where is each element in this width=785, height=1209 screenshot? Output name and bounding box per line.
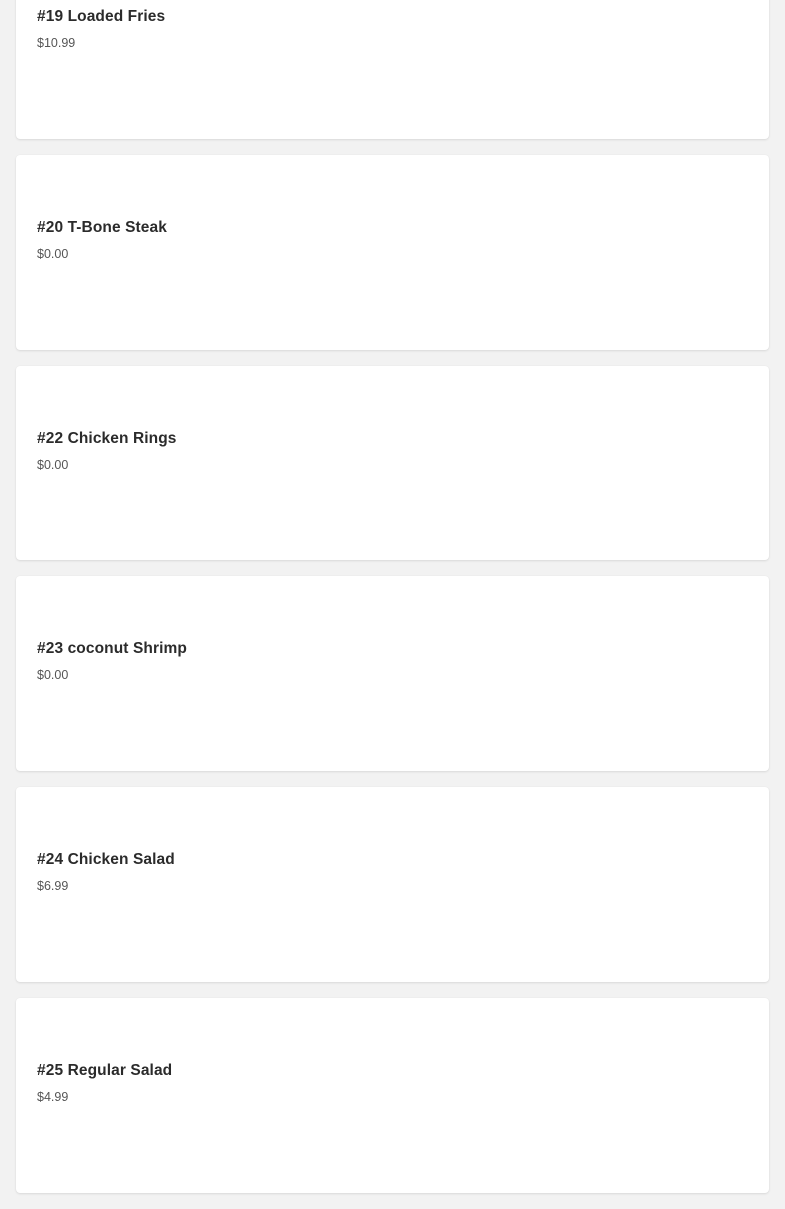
menu-item-body [37,262,748,350]
menu-item-title: #25 Regular Salad [37,1061,173,1079]
menu-item-body [37,683,748,771]
menu-item-title: #24 Chicken Salad [37,851,175,869]
menu-item-body [37,51,748,139]
menu-item-body [37,894,748,982]
list-item[interactable] [16,787,769,982]
menu-item-title: #19 Loaded Fries [37,8,166,25]
list-item[interactable] [16,0,769,139]
menu-item-body [37,472,748,560]
list-item[interactable] [16,998,769,1193]
list-item[interactable] [16,155,769,350]
menu-item-price: $0.00 [37,457,69,472]
menu-item-title: #22 Chicken Rings [37,429,177,447]
list-item[interactable] [16,576,769,771]
menu-item-price: $6.99 [37,879,69,894]
menu-item-title: #23 coconut Shrimp [37,640,187,658]
menu-item-price: $0.00 [37,246,69,261]
menu-item-price: $10.99 [37,36,76,51]
menu-item-price: $0.00 [37,668,69,683]
menu-item-body [37,1105,748,1193]
list-item[interactable] [16,366,769,561]
menu-item-price: $4.99 [37,1090,69,1105]
menu-item-title: #20 T-Bone Steak [37,218,167,236]
